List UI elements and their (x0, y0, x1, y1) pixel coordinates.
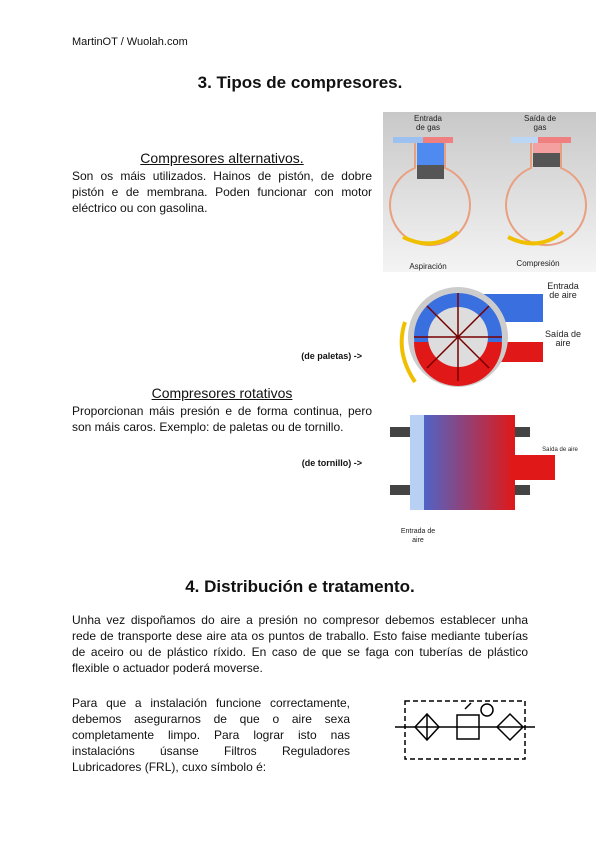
vane-compressor-image: Entrada de aire Saída de aire (383, 282, 583, 400)
screw-compressor-image: Saída de aire Entrada de aire (390, 415, 580, 550)
distribution-text: Unha vez dispoñamos do aire a presión no compresor debemos establecer unha rede de transporte dese aire ata os puntos de traballo. Esto faise mediante tuberías de aceiro ou de plástico ríxido. En caso de que se faga con tuberías de plástico flexible o actuador poderá moverse. (72, 613, 528, 675)
alt-heading: Compresores alternativos. (140, 150, 304, 166)
page-header: MartinOT / Wuolah.com (72, 36, 188, 48)
alt-text: Son os máis utilizados. Hainos de pistón, de dobre pistón e de membrana. Poden funcionar con motor eléctrico ou con gasolina. (72, 169, 372, 215)
section-title-4: 4. Distribución e tratamento. (185, 577, 415, 596)
piston-compressor-image: Entrada de gas Saída de gas Aspiración Compresión (383, 112, 596, 272)
paletas-note: (de paletas) -> (301, 351, 362, 361)
rot-text: Proporcionan máis presión e de forma continua, pero son máis caros. Exemplo: de paletas ou de tornillo. (72, 404, 372, 434)
rot-heading: Compresores rotativos (151, 385, 293, 401)
frl-text: Para que a instalación funcione correctamente, debemos asegurarnos de que o aire sexa completamente limpo. Para lograr isto nas instalacións úsanse Filtros Reguladores Lubricadores (FRL), cuxo símbolo é: (72, 696, 350, 774)
frl-symbol-icon (395, 695, 535, 770)
section-title-3: 3. Tipos de compresores. (197, 73, 403, 92)
tornillo-note: (de tornillo) -> (301, 458, 362, 468)
